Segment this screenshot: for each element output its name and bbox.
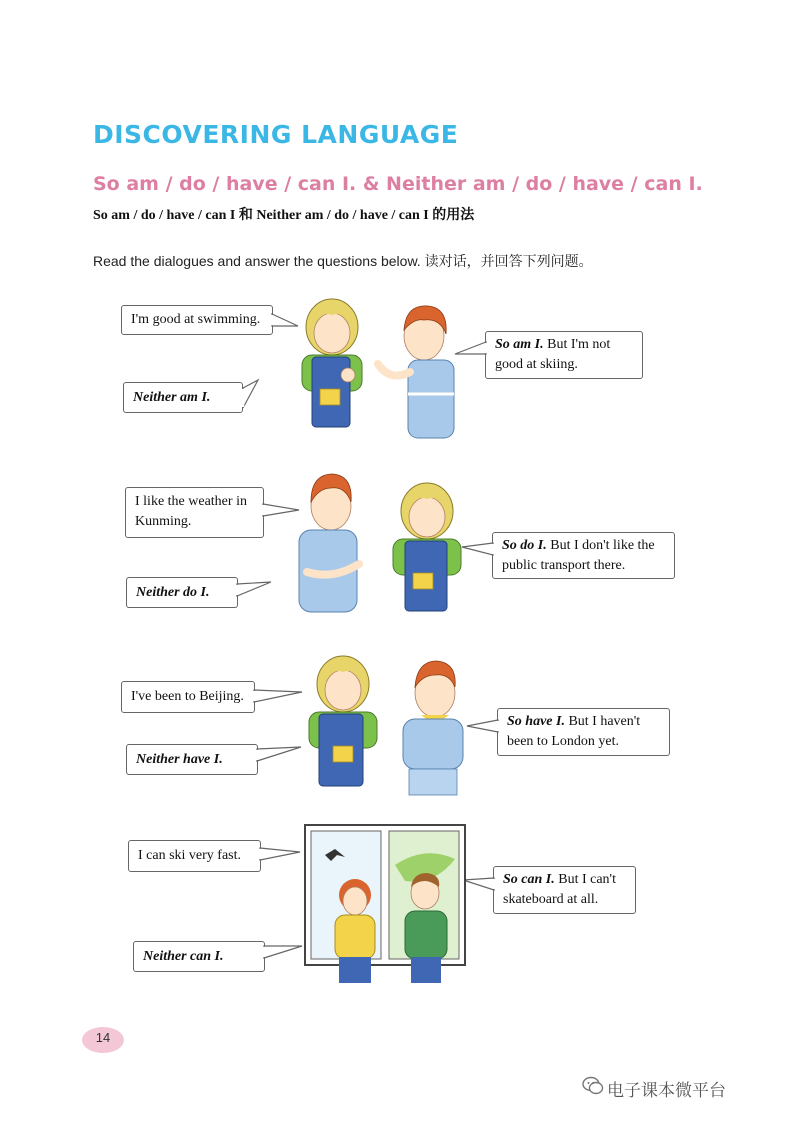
neither-bubble-1: [123, 382, 243, 413]
reply-emphasis-1: So am I.: [495, 337, 544, 352]
bubble-tail-reply-4: [463, 876, 495, 896]
boy-illustration-3: [395, 655, 470, 795]
bubble-tail-neither-2: [237, 580, 273, 604]
statement-text-4: I can ski very fast.: [138, 848, 242, 863]
neither-bubble-2: [126, 577, 238, 608]
neither-bubble-3: [126, 744, 258, 775]
statement-text-1: I'm good at swimming.: [131, 312, 261, 327]
reply-rest-4: But I can't skateboard at all.: [503, 872, 616, 907]
statement-bubble-3: [121, 681, 255, 713]
girl-illustration-3: [303, 650, 383, 790]
statement-bubble-1: [121, 305, 273, 335]
reply-emphasis-2: So do I.: [502, 538, 547, 553]
bubble-tail-neither-3: [257, 745, 303, 769]
reply-emphasis-4: So can I.: [503, 872, 555, 887]
statement-bubble-2: [125, 487, 264, 538]
girl-illustration-1: [292, 293, 372, 433]
reply-emphasis-3: So have I.: [507, 714, 565, 729]
bubble-tail-reply-3: [467, 718, 499, 738]
boy-illustration-2: [293, 468, 373, 613]
reply-bubble-4: [493, 866, 636, 914]
wechat-icon: [582, 1076, 604, 1096]
neither-text-4: Neither can I.: [143, 949, 224, 964]
section-title: DISCOVERING LANGUAGE: [93, 120, 459, 149]
neither-bubble-4: [133, 941, 265, 972]
bubble-tail-statement-3: [254, 688, 304, 708]
page-number: 14: [95, 1030, 111, 1045]
reply-bubble-2: [492, 532, 675, 579]
statement-bubble-4: [128, 840, 261, 872]
statement-text-2: I like the weather in Kunming.: [135, 494, 247, 529]
reply-rest-1: But I'm not good at skiing.: [495, 337, 611, 372]
reply-bubble-1: [485, 331, 643, 379]
boy-illustration-1: [372, 298, 462, 438]
reply-bubble-3: [497, 708, 670, 756]
grammar-heading-chinese: So am / do / have / can I 和 Neither am / do / have / can I 的用法: [93, 208, 475, 223]
statement-text-3: I've been to Beijing.: [131, 689, 244, 704]
watermark-text: 电子课本微平台: [607, 1081, 726, 1101]
neither-text-2: Neither do I.: [136, 585, 210, 600]
grammar-heading: So am / do / have / can I. & Neither am / do / have / can I.: [93, 173, 703, 195]
girl-illustration-2: [387, 477, 467, 617]
page-number-badge: [82, 1027, 124, 1053]
reply-rest-2: But I don't like the public transport there.: [502, 538, 655, 573]
bubble-tail-neither-1: [238, 380, 260, 410]
window-scene-illustration: [305, 825, 467, 985]
reply-rest-3: But I haven't been to London yet.: [507, 714, 641, 749]
neither-text-1: Neither am I.: [133, 390, 211, 405]
bubble-tail-neither-4: [264, 942, 304, 966]
neither-text-3: Neither have I.: [136, 752, 223, 767]
bubble-tail-statement-4: [260, 846, 302, 866]
instruction-text: Read the dialogues and answer the questions below. 读对话，并回答下列问题。: [93, 253, 593, 269]
